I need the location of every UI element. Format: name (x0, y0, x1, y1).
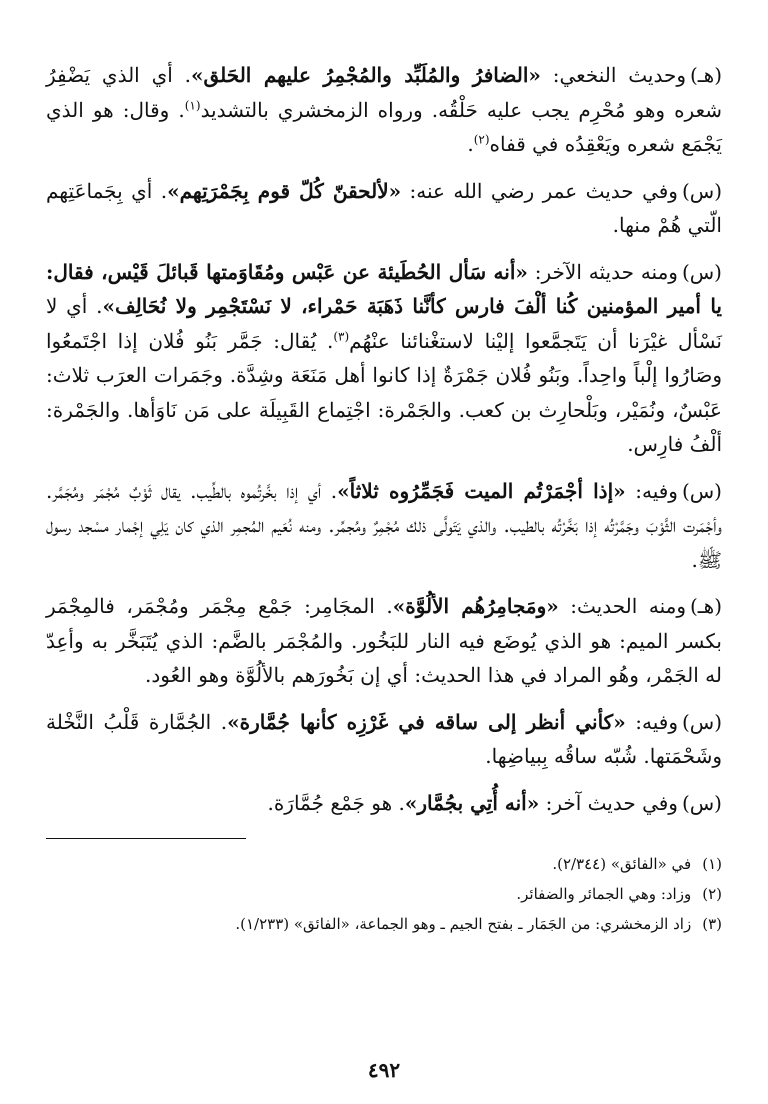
entry-marker: (هـ) (689, 594, 722, 618)
entry-text: . أي الذي يَضْفِرُ شعره وهو مُحْرِم يجب عليه حَلْقُه. ورواه الزمخشري بالتشديد (46, 63, 722, 122)
page-number: ٤٩٢ (367, 1058, 401, 1082)
entry-paragraph-1 (46, 58, 722, 162)
footnote-2 (46, 879, 722, 909)
entry-paragraph-7 (46, 786, 722, 821)
entry-lemma: «لألحقنّ كُلّ قوم بِجَمْرَتِهم» (167, 178, 402, 203)
footnote-number: (٢) (702, 885, 722, 903)
body-text (46, 58, 722, 820)
footnote-ref[interactable]: (٣) (333, 328, 350, 343)
footnotes (46, 849, 722, 939)
entry-text: . المجَامِر: جَمْع مِجْمَر ومُجْمَر، فالمِجْمَر بكسر الميم: هو الذي يُوضَع فيه النار للبَخُور. والمُجْمَر بالضَّم: الذي يُتَبَخَّر به وأعِدّ له الجَمْر، وهُو المراد في هذا الحديث: أي إن بَخُورَهم بالألُوَّة وهو العُود. (46, 594, 722, 687)
footnote-3 (46, 909, 722, 939)
entry-text: وفي حديث عمر رضي الله عنه: (401, 178, 678, 203)
entry-text: . (467, 132, 474, 156)
entry-paragraph-4 (46, 474, 722, 578)
entry-marker: (س) (681, 478, 722, 503)
footnote-text: وزاد: وهي الجمائر والضفائر. (516, 885, 692, 903)
entry-text: . أي إذا بخَّرتُموه بالطِّيب. يقال ثَوْبٌ مُجْمَر ومُجَمَّر. وأجْمَرت الثَّوْبَ وجَمَّرْتُه إذا بَخَّرْتُه بالطيب. والذي يَتَولَّى ذلك مُجْمِرٌ ومُجمِّر. ومنه نُعَيم المُجمِر الذي كان يَلِي إجْمار مسْجد رسول ﷺ. (46, 478, 722, 572)
entry-marker: (هـ) (690, 63, 723, 87)
entry-paragraph-6 (46, 705, 722, 774)
entry-marker: (س) (681, 259, 722, 284)
footnote-ref[interactable]: (٢) (473, 132, 490, 147)
footnote-number: (١) (702, 855, 722, 873)
entry-text: ومنه الحديث: (558, 594, 686, 618)
entry-text: . هو جَمْع جُمَّارَة. (267, 790, 405, 815)
footnote-separator (46, 838, 246, 839)
entry-text: وحديث النخعي: (540, 63, 686, 87)
entry-paragraph-3 (46, 255, 722, 462)
entry-paragraph-5 (46, 589, 722, 693)
entry-text: . أي لا نَسْأل غيْرَنا أن يَتَجمَّعوا إليْنا لاستغْنائنا عنْهُم (46, 294, 722, 353)
entry-lemma: «ومَجامِرُهُم الألُوَّة» (392, 594, 559, 618)
entry-text: وفي حديث آخر: (539, 790, 678, 815)
entry-text: ومنه حديثه الآخر: (527, 259, 678, 284)
footnote-1 (46, 849, 722, 879)
entry-lemma: «إذا أجْمَرْتُم الميت فَجَمِّرُوه ثلاثاً» (337, 478, 626, 503)
entry-lemma: «أنه أُتِي بجُمَّار» (404, 790, 540, 815)
entry-text: . أي بِجَماعَتِهم الّتي هُمْ منها. (46, 178, 722, 237)
footnote-number: (٣) (702, 915, 722, 933)
entry-lemma: «كأني أنظر إلى ساقه في غَرْزِه كأنها جُمَّارة» (227, 709, 626, 734)
footnote-text: زاد الزمخشري: من الجَمَار ـ بفتح الجيم ـ وهو الجماعة، «الفائق» (١/٢٣٣). (235, 915, 692, 933)
footnote-text: في «الفائق» (٢/٣٤٤). (552, 855, 692, 873)
entry-text: . وقال: هو الذي يَجْمَع شعره ويَعْقِدُه في قفاه (46, 97, 722, 156)
entry-lemma: «الضافرُ والمُلَبِّد والمُجْمِرُ عليهم الحَلق» (191, 63, 541, 87)
footnote-ref[interactable]: (١) (184, 97, 201, 112)
entry-lemma: «أنه سَأل الحُطَيئة عن عَبْس ومُقَاوَمتها قَبائلَ قَيْس، فقال: يا أمير المؤمنين كُنا ألْفَ فارس كأنَّنا ذَهَبَة حَمْراء، لا نَسْتَجْمِر ولا نُحَالِف» (46, 259, 722, 318)
entry-text: . يُقال: جَمَّر بَنُو فُلان إذا اجْتَمعُوا وصَارُوا إلْباً واحِداً. وبَنُو فُلان جَمْرَةٌ إذا كانوا أهل مَنَعَة وشِدَّة. وجَمَرات العرَب ثلاث: عَبْسٌ، ونُمَيْر، وبَلْحارِث بن كعب. والجَمْرة: اجْتِماع القَبِيلَة على مَن نَاوَأها. والجَمْرة: ألْفُ فارِس. (46, 328, 722, 456)
entry-marker: (س) (681, 709, 723, 734)
entry-marker: (س) (681, 790, 722, 815)
entry-text: وفيه: (625, 478, 678, 503)
entry-text: وفيه: (625, 709, 678, 734)
entry-paragraph-2 (46, 174, 722, 243)
entry-marker: (س) (681, 178, 723, 203)
entry-text: . الجُمَّارة قَلْبُ النَّخْلة وشَحْمَتها. شُبّه ساقُه بِبياضِها. (46, 709, 722, 768)
